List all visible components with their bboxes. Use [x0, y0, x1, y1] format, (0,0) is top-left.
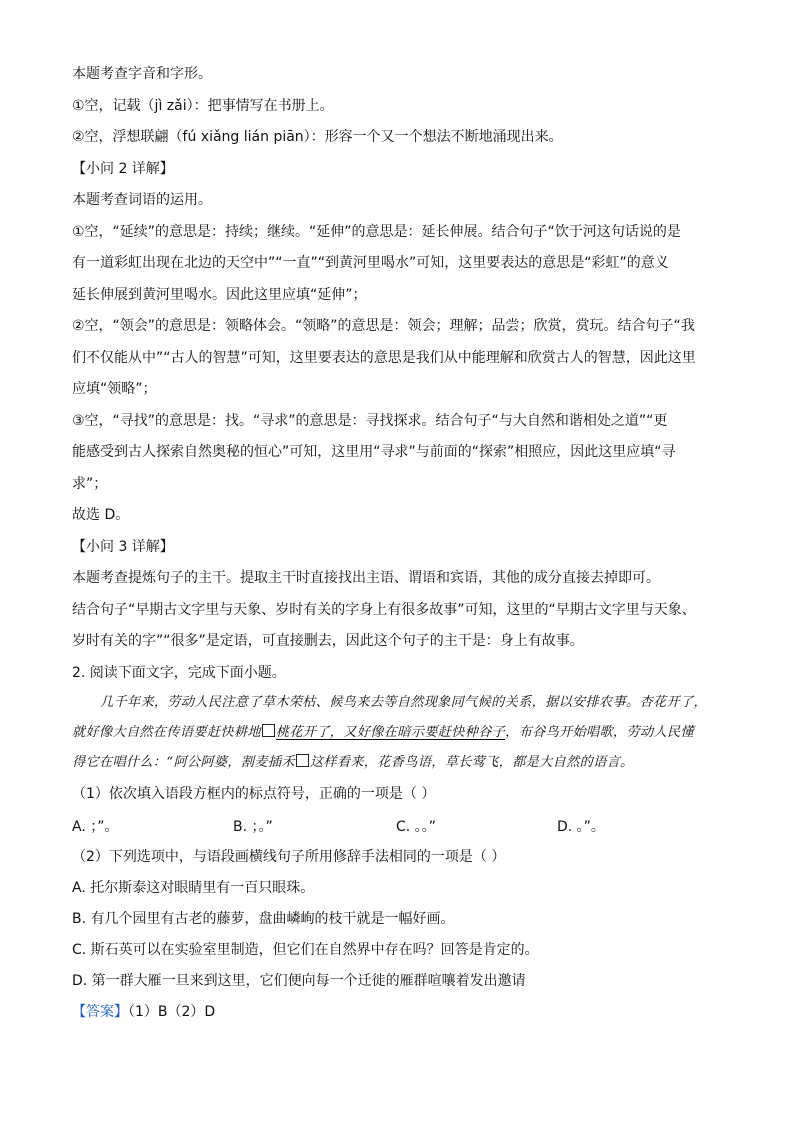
option-c: C. 。。” [396, 819, 436, 835]
answer-text: （1）B（2）D [128, 1004, 216, 1020]
option-c: C. 斯石英可以在实验室里制造，但它们在自然界中存在吗？回答是肯定的。 [72, 942, 539, 958]
passage-text: 得它在唱什么：“阿公阿婆，割麦插禾 [72, 755, 295, 770]
section-header: 【小问 2 详解】 [72, 161, 174, 177]
text-line: ②空，浮想联翩（fú xiǎng lián piān）：形容一个又一个想法不断地涌现出来。 [72, 129, 563, 145]
text-line: 故选 D。 [72, 507, 130, 523]
text-line: 本题考查词语的运用。 [72, 192, 212, 208]
passage-line [72, 723, 694, 743]
underlined-sentence: 桃花开了，又好像在暗示要赶快种谷子 [275, 725, 506, 740]
section-header: 【小问 3 详解】 [72, 539, 174, 555]
text-line: 岁时有关的字”“很多”是定语，可直接删去，因此这个句子的主干是：身上有故事。 [72, 633, 584, 649]
option-d: D. 。”。 [557, 819, 605, 835]
text-line: 本题考查提炼句子的主干。提取主干时直接找出主语、谓语和宾语，其他的成分直接去掉即可。 [72, 570, 660, 586]
option-a: A. ；”。 [72, 819, 119, 835]
text-line: 应填“领略”； [72, 381, 157, 397]
passage-line [72, 753, 634, 773]
text-line: 结合句子“早期古文字里与天象、岁时有关的字身上有很多故事”可知，这里的“早期古文字里与天象、 [72, 602, 696, 618]
answer-line [72, 1002, 215, 1022]
text-line: 求”； [72, 476, 108, 492]
question-stem: （1）依次填入语段方框内的标点符号，正确的一项是（ ） [72, 786, 436, 802]
text-line: 们不仅能从中”“古人的智慧”可知，这里要表达的意思是我们从中能理解和欣赏古人的智慧，因此这里 [72, 350, 696, 366]
text-line: 本题考查字音和字形。 [72, 66, 212, 82]
answer-label: 【答案】 [72, 1004, 128, 1020]
text-line: 能感受到古人探索自然奥秘的恒心”可知，这里用“寻求”与前面的“探索”相照应，因此这里应填“寻 [72, 444, 676, 460]
text-line: ①空，“延续”的意思是：持续；继续。“延伸”的意思是：延长伸展。结合句子“饮于河这句话说的是 [72, 224, 681, 240]
passage-line: 几千年来，劳动人民注意了草木荣枯、候鸟来去等自然现象同气候的关系，据以安排农事。杏花开了， [100, 695, 707, 710]
blank-box [296, 754, 309, 767]
passage-text: ，布谷鸟开始唱歌，劳动人民懂 [505, 725, 694, 740]
option-b: B. ；。” [233, 819, 273, 835]
question-stem: （2）下列选项中，与语段画横线句子所用修辞手法相同的一项是（ ） [72, 849, 506, 865]
option-b: B. 有几个园里有古老的藤萝，盘曲嶙峋的枝干就是一幅好画。 [72, 911, 455, 927]
blank-box [262, 724, 275, 737]
passage-text: 这样看来，花香鸟语，草长莺飞，都是大自然的语言。 [309, 755, 634, 770]
question-title: 2. 阅读下面文字，完成下面小题。 [72, 665, 286, 681]
text-line: ②空，“领会”的意思是：领略体会。“领略”的意思是：领会；理解；品尝；欣赏，赏玩。结合句子“我 [72, 318, 695, 334]
passage-text: 就好像大自然在传语要赶快耕地 [72, 725, 261, 740]
text-line: 延长伸展到黄河里喝水。因此这里应填“延伸”； [72, 287, 367, 303]
text-line: ①空，记载（jì zǎi）：把事情写在书册上。 [72, 98, 334, 114]
option-a: A. 托尔斯泰这对眼睛里有一百只眼珠。 [72, 880, 315, 896]
text-line: 有一道彩虹出现在北边的天空中”“一直”“到黄河里喝水”可知，这里要表达的意思是“彩虹”的意义 [72, 255, 669, 271]
option-d: D. 第一群大雁一旦来到这里，它们便向每一个迁徙的雁群喧嚷着发出邀请 [72, 973, 526, 989]
text-line: ③空，“寻找”的意思是：找。“寻求”的意思是：寻找探求。结合句子“与大自然和谐相处之道”“更 [72, 413, 668, 429]
